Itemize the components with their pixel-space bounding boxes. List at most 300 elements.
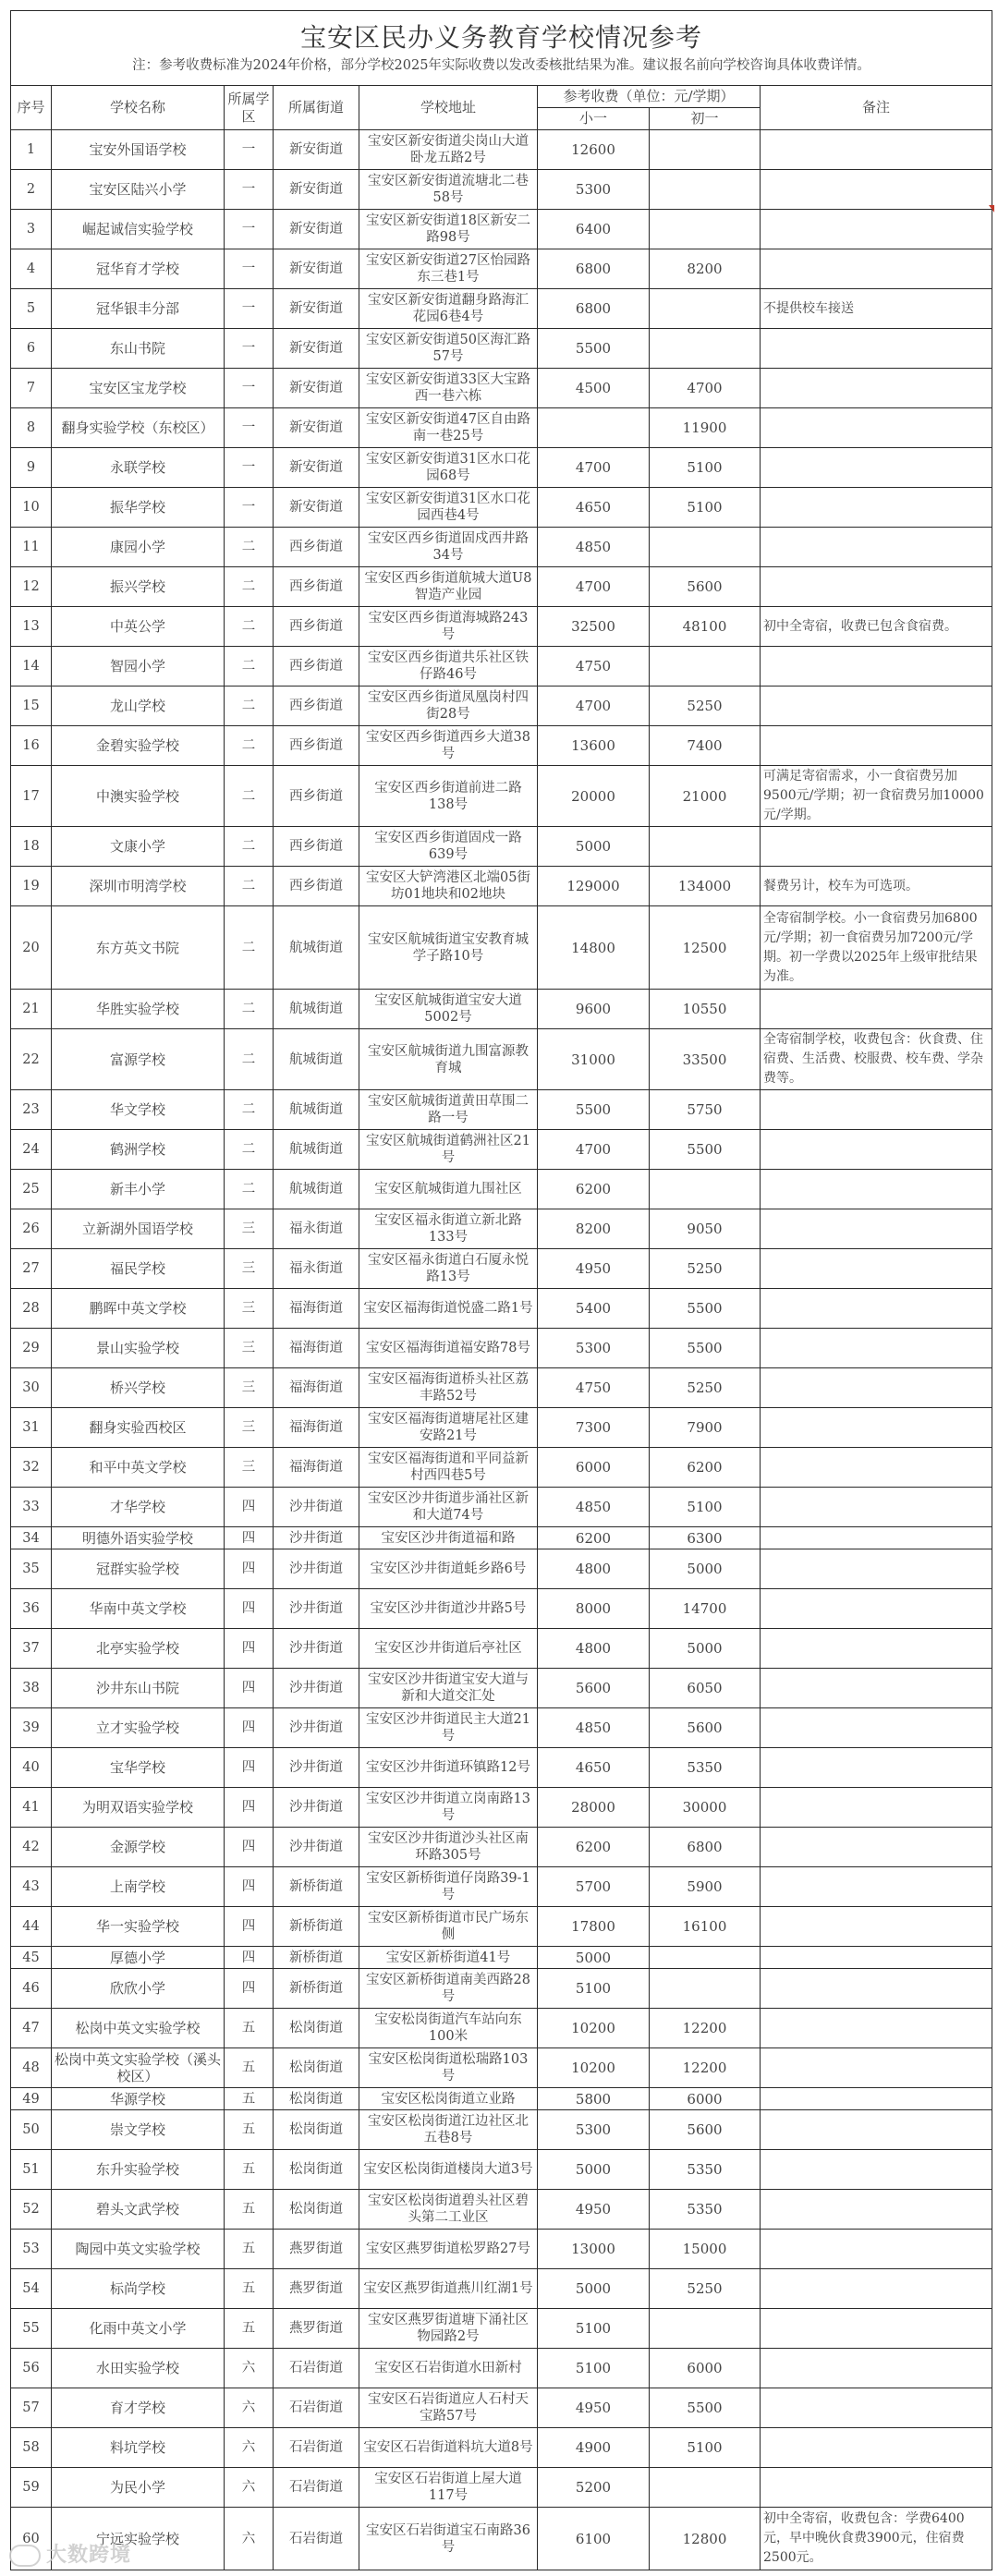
seq-cell: 17 — [11, 766, 52, 827]
street-cell: 沙井街道 — [274, 1549, 359, 1589]
district-cell: 五 — [225, 2048, 274, 2088]
remark-cell — [761, 1090, 992, 1130]
remark-cell — [761, 1589, 992, 1629]
fee-grade1-cell: 5600 — [538, 1669, 650, 1708]
fee-grade7-cell — [650, 2468, 761, 2508]
address-cell: 宝安区西乡街道前进二路138号 — [359, 766, 538, 827]
fee-grade1-cell — [538, 408, 650, 448]
district-cell: 二 — [225, 567, 274, 607]
fee-grade1-cell: 17800 — [538, 1907, 650, 1947]
school-name-cell: 宝安区宝龙学校 — [52, 369, 225, 408]
school-name-cell: 北亭实验学校 — [52, 1629, 225, 1669]
district-cell: 二 — [225, 607, 274, 647]
district-cell: 五 — [225, 2269, 274, 2309]
fee-grade7-cell — [650, 2309, 761, 2349]
fee-grade7-cell: 6000 — [650, 2349, 761, 2388]
table-row — [11, 1527, 992, 1549]
address-cell: 宝安区航城街道九围社区 — [359, 1170, 538, 1209]
address-cell: 宝安区航城街道鹤洲社区21号 — [359, 1130, 538, 1170]
district-cell: 一 — [225, 369, 274, 408]
remark-cell: 可满足寄宿需求，小一食宿费另加9500元/学期；初一食宿费另加10000元/学期。 — [761, 766, 992, 827]
school-name-cell: 崇文学校 — [52, 2110, 225, 2150]
school-name-cell: 华文学校 — [52, 1090, 225, 1130]
fee-grade7-cell: 10550 — [650, 990, 761, 1029]
address-cell: 宝安区石岩街道料坑大道8号 — [359, 2428, 538, 2468]
district-cell: 四 — [225, 1527, 274, 1549]
table-row — [11, 1708, 992, 1748]
district-cell: 一 — [225, 249, 274, 289]
remark-cell — [761, 1329, 992, 1368]
district-cell: 一 — [225, 170, 274, 210]
address-cell: 宝安区松岗街道江边社区北五巷8号 — [359, 2110, 538, 2150]
school-name-cell: 景山实验学校 — [52, 1329, 225, 1368]
fee-grade7-cell — [650, 1969, 761, 2009]
street-cell: 航城街道 — [274, 1090, 359, 1130]
school-name-cell: 金源学校 — [52, 1828, 225, 1867]
table-row — [11, 170, 992, 210]
table-row — [11, 130, 992, 170]
fee-grade1-cell: 4850 — [538, 1488, 650, 1527]
fee-grade1-cell: 5200 — [538, 2468, 650, 2508]
school-name-cell: 华一实验学校 — [52, 1907, 225, 1947]
remark-cell — [761, 687, 992, 726]
fee-grade7-cell: 6300 — [650, 1527, 761, 1549]
school-name-cell: 陶园中英文实验学校 — [52, 2230, 225, 2269]
street-cell: 航城街道 — [274, 1170, 359, 1209]
seq-cell: 15 — [11, 687, 52, 726]
seq-cell: 43 — [11, 1867, 52, 1907]
fee-grade1-cell: 5000 — [538, 2269, 650, 2309]
address-cell: 宝安区松岗街道碧头社区碧头第二工业区 — [359, 2190, 538, 2230]
fee-grade1-cell: 4750 — [538, 1368, 650, 1408]
seq-cell: 2 — [11, 170, 52, 210]
col-header-remark: 备注 — [761, 86, 992, 130]
seq-cell: 36 — [11, 1589, 52, 1629]
table-row — [11, 249, 992, 289]
address-cell: 宝安区西乡街道西乡大道38号 — [359, 726, 538, 766]
table-row — [11, 990, 992, 1029]
fee-grade1-cell: 5300 — [538, 170, 650, 210]
fee-grade1-cell: 7300 — [538, 1408, 650, 1448]
seq-cell: 58 — [11, 2428, 52, 2468]
table-row — [11, 2508, 992, 2570]
street-cell: 石岩街道 — [274, 2468, 359, 2508]
school-name-cell: 永联学校 — [52, 448, 225, 488]
fee-grade1-cell: 4900 — [538, 2428, 650, 2468]
table-row — [11, 1549, 992, 1589]
district-cell: 二 — [225, 647, 274, 687]
fee-grade1-cell: 13000 — [538, 2230, 650, 2269]
fee-grade7-cell: 14700 — [650, 1589, 761, 1629]
address-cell: 宝安区石岩街道宝石南路36号 — [359, 2508, 538, 2570]
remark-cell — [761, 2388, 992, 2428]
remark-cell — [761, 369, 992, 408]
address-cell: 宝安区沙井街道沙井路5号 — [359, 1589, 538, 1629]
address-cell: 宝安区福永街道立新北路133号 — [359, 1209, 538, 1249]
address-cell: 宝安区燕罗街道塘下涌社区物园路2号 — [359, 2309, 538, 2349]
district-cell: 三 — [225, 1408, 274, 1448]
fee-grade7-cell: 9050 — [650, 1209, 761, 1249]
district-cell: 四 — [225, 1669, 274, 1708]
address-cell: 宝安区新桥街道41号 — [359, 1947, 538, 1969]
col-header-name: 学校名称 — [52, 86, 225, 130]
address-cell: 宝安区福永街道白石厦永悦路13号 — [359, 1249, 538, 1289]
remark-cell — [761, 1947, 992, 1969]
table-body — [11, 130, 992, 2570]
table-row — [11, 567, 992, 607]
table-row — [11, 2190, 992, 2230]
address-cell: 宝安区新桥街道南美西路28号 — [359, 1969, 538, 2009]
school-name-cell: 冠华育才学校 — [52, 249, 225, 289]
address-cell: 宝安区沙井街道立岗南路13号 — [359, 1788, 538, 1828]
seq-cell: 60 — [11, 2508, 52, 2570]
district-cell: 四 — [225, 1828, 274, 1867]
street-cell: 松岗街道 — [274, 2190, 359, 2230]
col-header-grade7: 初一 — [650, 108, 761, 130]
fee-grade1-cell: 5000 — [538, 1947, 650, 1969]
seq-cell: 10 — [11, 488, 52, 528]
seq-cell: 24 — [11, 1130, 52, 1170]
table-row — [11, 1488, 992, 1527]
watermark-logo-icon — [9, 2545, 41, 2567]
remark-cell — [761, 1448, 992, 1488]
table-row — [11, 2009, 992, 2048]
fee-grade7-cell: 5600 — [650, 1708, 761, 1748]
school-name-cell: 文康小学 — [52, 827, 225, 867]
fee-grade1-cell: 129000 — [538, 867, 650, 906]
seq-cell: 55 — [11, 2309, 52, 2349]
seq-cell: 44 — [11, 1907, 52, 1947]
fee-grade1-cell: 5000 — [538, 827, 650, 867]
table-row — [11, 1329, 992, 1368]
school-name-cell: 宝安外国语学校 — [52, 130, 225, 170]
street-cell: 航城街道 — [274, 990, 359, 1029]
remark-cell — [761, 2088, 992, 2110]
address-cell: 宝安区航城街道黄田草围二路一号 — [359, 1090, 538, 1130]
district-cell: 三 — [225, 1329, 274, 1368]
school-name-cell: 冠华银丰分部 — [52, 289, 225, 329]
district-cell: 六 — [225, 2349, 274, 2388]
school-name-cell: 华源学校 — [52, 2088, 225, 2110]
fee-grade1-cell: 4850 — [538, 1708, 650, 1748]
remark-cell: 全寄宿制学校。小一食宿费另加6800元/学期；初一食宿费另加7200元/学期。初一学费以2025年上级审批结果为准。 — [761, 906, 992, 990]
remark-cell: 餐费另计，校车为可选项。 — [761, 867, 992, 906]
fee-grade7-cell: 6050 — [650, 1669, 761, 1708]
col-header-district: 所属学区 — [225, 86, 274, 130]
school-name-cell: 为民小学 — [52, 2468, 225, 2508]
seq-cell: 52 — [11, 2190, 52, 2230]
district-cell: 五 — [225, 2110, 274, 2150]
street-cell: 松岗街道 — [274, 2110, 359, 2150]
fee-grade7-cell — [650, 647, 761, 687]
address-cell: 宝安区松岗街道楼岗大道3号 — [359, 2150, 538, 2190]
street-cell: 沙井街道 — [274, 1488, 359, 1527]
table-row — [11, 1289, 992, 1329]
address-cell: 宝安区大铲湾港区北端05街坊01地块和02地块 — [359, 867, 538, 906]
table-row — [11, 210, 992, 249]
seq-cell: 14 — [11, 647, 52, 687]
school-name-cell: 华南中英文学校 — [52, 1589, 225, 1629]
fee-grade1-cell: 5300 — [538, 1329, 650, 1368]
remark-cell — [761, 2309, 992, 2349]
fee-grade1-cell: 5000 — [538, 2150, 650, 2190]
remark-cell — [761, 528, 992, 567]
table-row — [11, 1828, 992, 1867]
school-name-cell: 厚德小学 — [52, 1947, 225, 1969]
fee-grade1-cell: 4950 — [538, 1249, 650, 1289]
address-cell: 宝安区福海街道桥头社区荔丰路52号 — [359, 1368, 538, 1408]
street-cell: 沙井街道 — [274, 1527, 359, 1549]
remark-cell — [761, 990, 992, 1029]
seq-cell: 9 — [11, 448, 52, 488]
seq-cell: 1 — [11, 130, 52, 170]
seq-cell: 21 — [11, 990, 52, 1029]
table-row — [11, 448, 992, 488]
address-cell: 宝安区新安街道50区海汇路57号 — [359, 329, 538, 369]
address-cell: 宝安区西乡街道海城路243号 — [359, 607, 538, 647]
street-cell: 新安街道 — [274, 210, 359, 249]
fee-grade7-cell: 15000 — [650, 2230, 761, 2269]
fee-grade7-cell: 5350 — [650, 2150, 761, 2190]
table-row — [11, 2388, 992, 2428]
address-cell: 宝安区沙井街道民主大道21号 — [359, 1708, 538, 1748]
fee-grade7-cell: 5100 — [650, 1488, 761, 1527]
table-row — [11, 2428, 992, 2468]
fee-grade7-cell — [650, 528, 761, 567]
watermark — [9, 2539, 131, 2568]
fee-grade7-cell: 5250 — [650, 2269, 761, 2309]
seq-cell: 23 — [11, 1090, 52, 1130]
remark-cell — [761, 2269, 992, 2309]
address-cell: 宝安区西乡街道固戍西井路34号 — [359, 528, 538, 567]
school-name-cell: 宁远实验学校 — [52, 2508, 225, 2570]
seq-cell: 22 — [11, 1029, 52, 1090]
district-cell: 二 — [225, 528, 274, 567]
street-cell: 新安街道 — [274, 130, 359, 170]
fee-grade7-cell — [650, 827, 761, 867]
school-name-cell: 料坑学校 — [52, 2428, 225, 2468]
street-cell: 石岩街道 — [274, 2388, 359, 2428]
fee-grade7-cell: 12500 — [650, 906, 761, 990]
watermark-text: 大数跨境 — [46, 2544, 132, 2567]
address-cell: 宝安区新安街道27区怡园路东三巷1号 — [359, 249, 538, 289]
address-cell: 宝安区新安街道31区水口花园68号 — [359, 448, 538, 488]
district-cell: 三 — [225, 1209, 274, 1249]
district-cell: 五 — [225, 2230, 274, 2269]
address-cell: 宝安区沙井街道蚝乡路6号 — [359, 1549, 538, 1589]
table-row — [11, 1907, 992, 1947]
col-header-address: 学校地址 — [359, 86, 538, 130]
district-cell: 五 — [225, 2009, 274, 2048]
table-row — [11, 369, 992, 408]
district-cell: 五 — [225, 2088, 274, 2110]
street-cell: 新安街道 — [274, 448, 359, 488]
district-cell: 六 — [225, 2468, 274, 2508]
address-cell: 宝安区西乡街道凤凰岗村四街28号 — [359, 687, 538, 726]
street-cell: 福永街道 — [274, 1249, 359, 1289]
district-cell: 三 — [225, 1448, 274, 1488]
address-cell: 宝安区沙井街道沙头社区南环路305号 — [359, 1828, 538, 1867]
remark-cell — [761, 329, 992, 369]
fee-grade1-cell: 4750 — [538, 647, 650, 687]
fee-grade7-cell — [650, 1170, 761, 1209]
remark-cell — [761, 1969, 992, 2009]
remark-cell — [761, 1408, 992, 1448]
school-name-cell: 振华学校 — [52, 488, 225, 528]
remark-cell — [761, 170, 992, 210]
school-name-cell: 华胜实验学校 — [52, 990, 225, 1029]
table-row — [11, 2048, 992, 2088]
address-cell: 宝安区新安街道流塘北二巷58号 — [359, 170, 538, 210]
fee-grade1-cell: 14800 — [538, 906, 650, 990]
fee-grade1-cell: 10200 — [538, 2009, 650, 2048]
fee-grade7-cell: 21000 — [650, 766, 761, 827]
seq-cell: 13 — [11, 607, 52, 647]
seq-cell: 47 — [11, 2009, 52, 2048]
district-cell: 五 — [225, 2190, 274, 2230]
school-name-cell: 鹤洲学校 — [52, 1130, 225, 1170]
fee-grade1-cell: 5100 — [538, 2309, 650, 2349]
district-cell: 四 — [225, 1488, 274, 1527]
fee-note: 注：参考收费标准为2024年价格，部分学校2025年实际收费以发改委核批结果为准。建议报名前向学校咨询具体收费详情。 — [132, 58, 870, 73]
district-cell: 四 — [225, 1907, 274, 1947]
address-cell: 宝安区航城街道宝安教育城学子路10号 — [359, 906, 538, 990]
address-cell: 宝安区石岩街道上屋大道117号 — [359, 2468, 538, 2508]
district-cell: 三 — [225, 1289, 274, 1329]
seq-cell: 19 — [11, 867, 52, 906]
fee-grade1-cell: 8200 — [538, 1209, 650, 1249]
remark-cell — [761, 1527, 992, 1549]
fee-grade1-cell: 28000 — [538, 1788, 650, 1828]
school-name-cell: 明德外语实验学校 — [52, 1527, 225, 1549]
fee-grade7-cell: 8200 — [650, 249, 761, 289]
street-cell: 沙井街道 — [274, 1748, 359, 1788]
fee-grade1-cell: 4800 — [538, 1629, 650, 1669]
fee-grade1-cell: 6200 — [538, 1828, 650, 1867]
address-cell: 宝安区松岗街道立业路 — [359, 2088, 538, 2110]
remark-cell — [761, 1708, 992, 1748]
seq-cell: 18 — [11, 827, 52, 867]
remark-cell — [761, 1209, 992, 1249]
table-row — [11, 488, 992, 528]
school-name-cell: 上南学校 — [52, 1867, 225, 1907]
table-row — [11, 607, 992, 647]
fee-grade1-cell: 4500 — [538, 369, 650, 408]
address-cell: 宝安区航城街道宝安大道5002号 — [359, 990, 538, 1029]
street-cell: 新安街道 — [274, 170, 359, 210]
street-cell: 松岗街道 — [274, 2150, 359, 2190]
fee-grade1-cell: 4700 — [538, 567, 650, 607]
table-row — [11, 1249, 992, 1289]
page-title: 宝安区民办义务教育学校情况参考 — [300, 22, 703, 53]
table-row — [11, 687, 992, 726]
seq-cell: 50 — [11, 2110, 52, 2150]
table-row — [11, 1368, 992, 1408]
district-cell: 四 — [225, 1969, 274, 2009]
school-name-cell: 冠群实验学校 — [52, 1549, 225, 1589]
school-name-cell: 欣欣小学 — [52, 1969, 225, 2009]
fee-grade7-cell: 6000 — [650, 2088, 761, 2110]
remark-cell: 全寄宿制学校，收费包含：伙食费、住宿费、生活费、校服费、校车费、学杂费等。 — [761, 1029, 992, 1090]
remark-cell — [761, 726, 992, 766]
table-row — [11, 1130, 992, 1170]
fee-grade1-cell: 4700 — [538, 1130, 650, 1170]
district-cell: 一 — [225, 448, 274, 488]
street-cell: 福海街道 — [274, 1368, 359, 1408]
remark-cell — [761, 2110, 992, 2150]
district-cell: 六 — [225, 2428, 274, 2468]
street-cell: 西乡街道 — [274, 647, 359, 687]
street-cell: 新安街道 — [274, 408, 359, 448]
seq-cell: 51 — [11, 2150, 52, 2190]
table-row — [11, 1090, 992, 1130]
street-cell: 航城街道 — [274, 1130, 359, 1170]
seq-cell: 5 — [11, 289, 52, 329]
seq-cell: 32 — [11, 1448, 52, 1488]
fee-grade7-cell: 134000 — [650, 867, 761, 906]
table-row — [11, 289, 992, 329]
seq-cell: 27 — [11, 1249, 52, 1289]
district-cell: 二 — [225, 867, 274, 906]
remark-cell — [761, 1828, 992, 1867]
table-row — [11, 867, 992, 906]
remark-cell — [761, 1130, 992, 1170]
fee-grade7-cell: 33500 — [650, 1029, 761, 1090]
street-cell: 松岗街道 — [274, 2048, 359, 2088]
fee-grade7-cell: 5250 — [650, 1249, 761, 1289]
address-cell: 宝安区沙井街道后亭社区 — [359, 1629, 538, 1669]
school-name-cell: 才华学校 — [52, 1488, 225, 1527]
fee-grade7-cell: 5500 — [650, 1130, 761, 1170]
school-name-cell: 宝华学校 — [52, 1748, 225, 1788]
street-cell: 福海街道 — [274, 1329, 359, 1368]
fee-grade7-cell: 30000 — [650, 1788, 761, 1828]
address-cell: 宝安区石岩街道应人石村天宝路57号 — [359, 2388, 538, 2428]
school-name-cell: 和平中英文学校 — [52, 1448, 225, 1488]
seq-cell: 6 — [11, 329, 52, 369]
address-cell: 宝安松岗街道汽车站向东100米 — [359, 2009, 538, 2048]
address-cell: 宝安区燕罗街道松罗路27号 — [359, 2230, 538, 2269]
street-cell: 西乡街道 — [274, 567, 359, 607]
table-row — [11, 1209, 992, 1249]
fee-grade7-cell: 4700 — [650, 369, 761, 408]
street-cell: 新桥街道 — [274, 1947, 359, 1969]
school-name-cell: 新丰小学 — [52, 1170, 225, 1209]
remark-cell — [761, 488, 992, 528]
street-cell: 西乡街道 — [274, 827, 359, 867]
street-cell: 沙井街道 — [274, 1629, 359, 1669]
seq-cell: 29 — [11, 1329, 52, 1368]
fee-grade7-cell — [650, 130, 761, 170]
address-cell: 宝安区新安街道18区新安二路98号 — [359, 210, 538, 249]
district-cell: 四 — [225, 1549, 274, 1589]
seq-cell: 11 — [11, 528, 52, 567]
school-name-cell: 福民学校 — [52, 1249, 225, 1289]
district-cell: 四 — [225, 1629, 274, 1669]
street-cell: 燕罗街道 — [274, 2269, 359, 2309]
fee-grade7-cell: 5350 — [650, 1748, 761, 1788]
school-name-cell: 育才学校 — [52, 2388, 225, 2428]
remark-cell — [761, 1249, 992, 1289]
table-row — [11, 1629, 992, 1669]
remark-cell — [761, 2230, 992, 2269]
address-cell: 宝安区福海街道福安路78号 — [359, 1329, 538, 1368]
school-name-cell: 宝安区陆兴小学 — [52, 170, 225, 210]
col-header-grade1: 小一 — [538, 108, 650, 130]
street-cell: 燕罗街道 — [274, 2230, 359, 2269]
table-row — [11, 2468, 992, 2508]
fee-grade7-cell: 7400 — [650, 726, 761, 766]
